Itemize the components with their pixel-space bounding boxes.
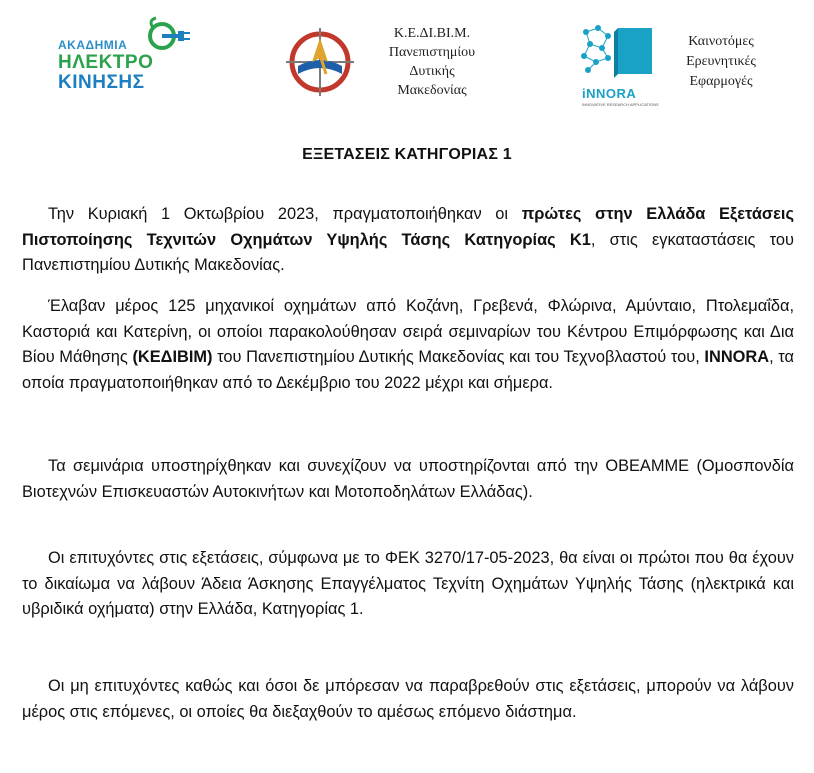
paragraph-2-part-a: Έλαβαν μέρος 125 μηχανικοί οχημάτων από Κοζάνη, Γρεβενά, Φλώρινα, Αμύνταιο, Πτολεμαΐδα, Καστοριά και Κατερίνη, οι οποίοι παρακολούθησαν σειρά σεμιναρίων του Κέντρου Επιμόρφωσης και Δια Βίου Μάθησης: [22, 297, 794, 367]
paragraph-3-text: Τα σεμινάρια υποστηρίχθηκαν και συνεχίζουν να υποστηρίζονται από την ΟΒΕΑΜΜΕ (Ομοσπονδία Βιοτεχνών Επισκευαστών Αυτοκινήτων και Μοτοποδηλάτων Ελλάδας).: [22, 457, 794, 501]
network-book-icon: [578, 22, 662, 86]
compass-book-icon: [282, 18, 362, 110]
innora-line1: Καινοτόμες: [688, 34, 754, 49]
akadimia-logo: [48, 14, 198, 104]
innora-line3: Εφαρμογές: [689, 74, 753, 89]
paragraph-2: [22, 294, 794, 396]
innora-logo: [578, 22, 778, 112]
kedivim-line3: Δυτικής: [409, 64, 455, 79]
akadimia-line2: ΗΛΕΚΤΡΟ: [58, 52, 154, 73]
paragraph-2-bold-kedivim: (ΚΕΔΙΒΙΜ): [132, 348, 213, 367]
paragraph-2-part-e: , τα οποία πραγματοποιήθηκαν από το Δεκέμβριο του 2022 μέχρι και σήμερα.: [22, 348, 794, 392]
paragraph-1-part-c: , στις εγκαταστάσεις του Πανεπιστημίου Δυτικής Μακεδονίας.: [22, 230, 794, 275]
paragraph-4: [22, 546, 794, 623]
paragraph-5: [22, 674, 794, 725]
paragraph-1-part-a: Την Κυριακή 1 Οκτωβρίου 2023, πραγματοποιήθηκαν οι: [48, 205, 522, 223]
paragraph-4-text: Οι επιτυχόντες στις εξετάσεις, σύμφωνα με το ΦΕΚ 3270/17-05-2023, θα είναι οι πρώτοι που θα έχουν το δικαίωμα να λάβουν Άδεια Άσκησης Επαγγέλματος Τεχνίτη Οχημάτων Υψηλής Τάσης (ηλεκτρικά και υβριδικά οχήματα) στην Ελλάδα, Κατηγορίας 1.: [22, 549, 794, 619]
akadimia-line3: ΚΙΝΗΣΗΣ: [58, 72, 145, 93]
paragraph-2-part-c: του Πανεπιστημίου Δυτικής Μακεδονίας και του Τεχνοβλαστού του,: [212, 348, 705, 367]
akadimia-line1: ΑΚΑΔΗΜΙΑ: [58, 38, 128, 52]
document-title: ΕΞΕΤΑΣΕΙΣ ΚΑΤΗΓΟΡΙΑΣ 1: [302, 146, 512, 163]
kedivim-line4: Μακεδονίας: [397, 83, 467, 98]
kedivim-logo: [282, 18, 492, 110]
paragraph-5-text: Οι μη επιτυχόντες καθώς και όσοι δε μπόρεσαν να παραβρεθούν στις εξετάσεις, μπορούν να λάβουν μέρος στις επόμενες, οι οποίες θα διεξαχθούν το αμέσως επόμενο διάστημα.: [22, 677, 794, 721]
innora-wordmark: iNNORA: [582, 86, 637, 101]
kedivim-line2: Πανεπιστημίου: [388, 45, 476, 60]
innora-subtitle: INNOVATIVE RESEARCH APPLICATIONS: [582, 102, 659, 107]
paragraph-1: [22, 202, 794, 279]
paragraph-1-bold: πρώτες στην Ελλάδα Εξετάσεις Πιστοποίησης Τεχνιτών Οχημάτων Υψηλής Τάσης Κατηγορίας Κ1: [22, 205, 794, 249]
paragraph-2-bold-innora: INNORA: [704, 348, 770, 367]
kedivim-line1: Κ.Ε.ΔΙ.ΒΙ.Μ.: [393, 26, 471, 41]
innora-line2: Ερευνητικές: [686, 54, 756, 69]
paragraph-3: [22, 454, 794, 505]
